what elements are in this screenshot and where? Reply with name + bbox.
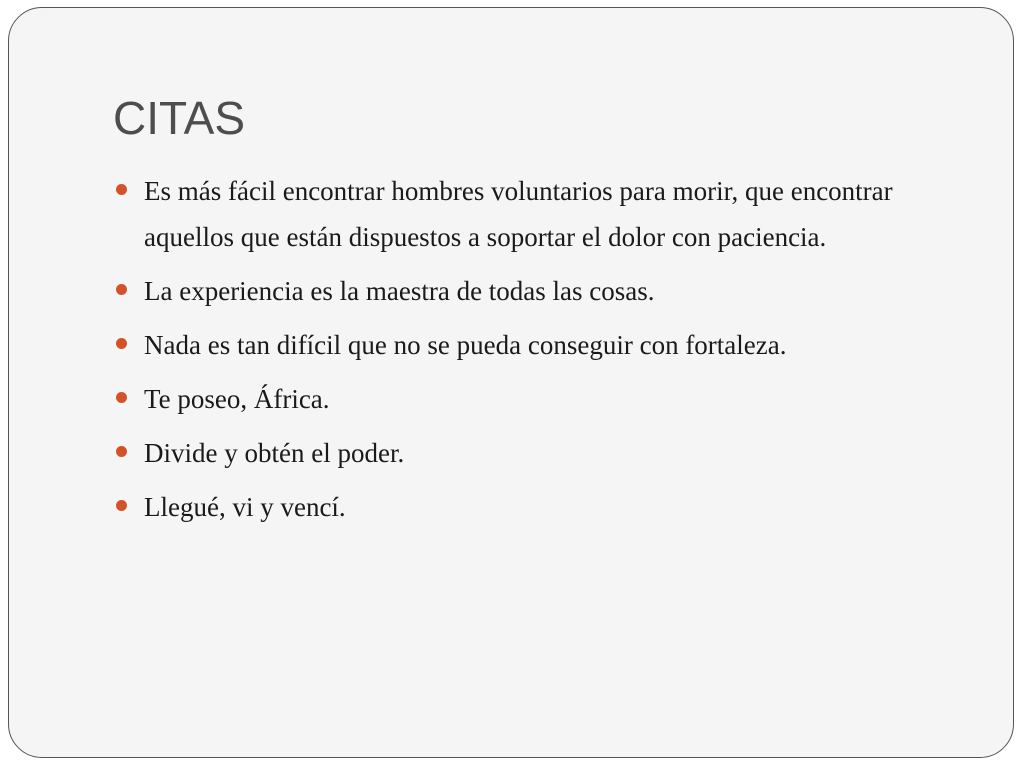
bullet-text: Divide y obtén el poder. <box>144 438 405 468</box>
bullet-text: La experiencia es la maestra de todas las cosas. <box>144 276 655 306</box>
bullet-item <box>116 376 946 422</box>
bullet-dot-icon <box>116 184 127 195</box>
bullet-dot-icon <box>116 446 127 457</box>
bullet-dot-icon <box>116 284 127 295</box>
bullet-item <box>116 430 946 476</box>
bullet-item <box>116 322 946 368</box>
bullet-text: Te poseo, África. <box>144 384 330 414</box>
bullet-text: Nada es tan difícil que no se pueda conseguir con fortaleza. <box>144 330 787 360</box>
bullet-dot-icon <box>116 500 127 511</box>
bullet-list <box>116 168 946 538</box>
bullet-item <box>116 484 946 530</box>
slide-title: CITAS <box>113 92 246 144</box>
bullet-dot-icon <box>116 338 127 349</box>
bullet-text: Llegué, vi y vencí. <box>144 492 346 522</box>
bullet-item <box>116 268 946 314</box>
bullet-dot-icon <box>116 392 127 403</box>
bullet-text: Es más fácil encontrar hombres voluntarios para morir, que encontrar aquellos que están dispuestos a soportar el dolor con paciencia. <box>144 176 893 252</box>
bullet-item <box>116 168 946 260</box>
